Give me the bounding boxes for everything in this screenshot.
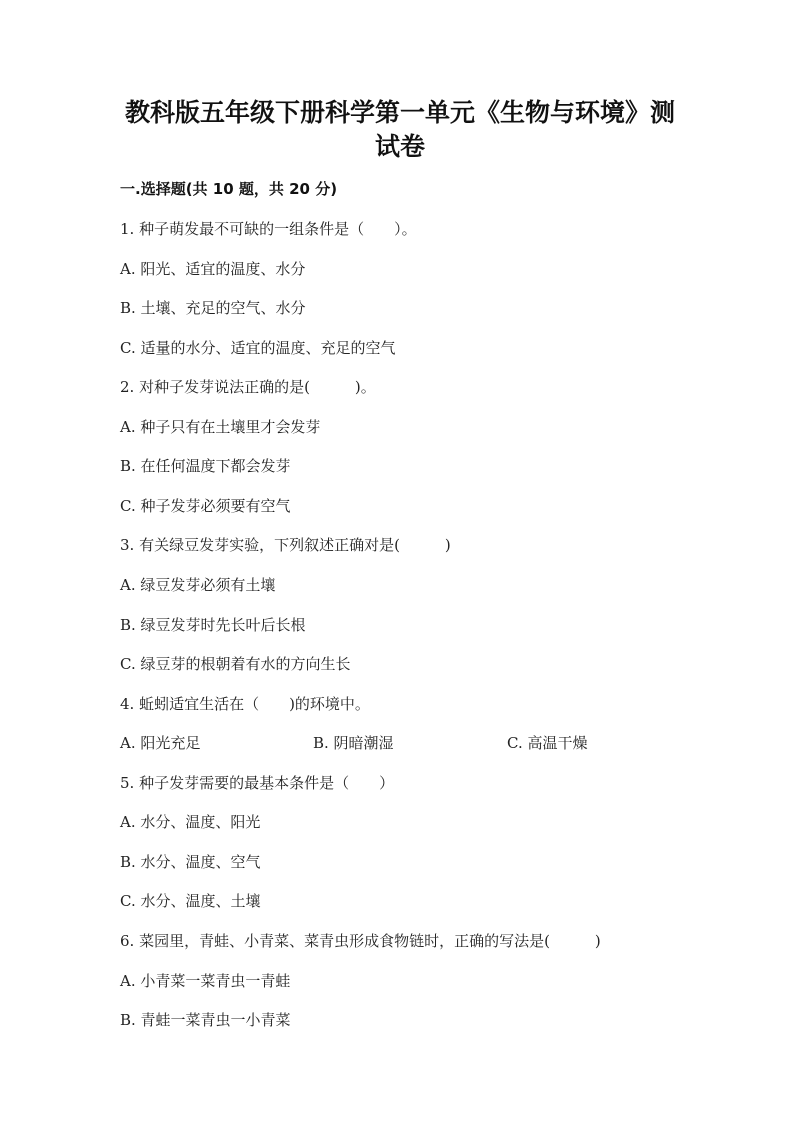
question-3-stem: 3. 有关绿豆发芽实验，下列叙述正确对是( ) (120, 536, 451, 554)
question-2-option-b: B. 在任何温度下都会发芽 (120, 457, 291, 475)
question-2-stem: 2. 对种子发芽说法正确的是( )。 (120, 378, 376, 396)
question-4-option-b: B. 阴暗潮湿 (313, 734, 394, 752)
question-1-option-c: C. 适量的水分、适宜的温度、充足的空气 (120, 339, 396, 357)
question-5-stem: 5. 种子发芽需要的最基本条件是（ ） (120, 774, 395, 792)
question-2-option-a: A. 种子只有在土壤里才会发芽 (120, 418, 321, 436)
question-6-stem: 6. 菜园里，青蛙、小青菜、菜青虫形成食物链时，正确的写法是( ) (120, 932, 601, 950)
question-1-stem: 1. 种子萌发最不可缺的一组条件是（ ）。 (120, 220, 417, 238)
question-5-option-b: B. 水分、温度、空气 (120, 853, 261, 871)
question-2-option-c: C. 种子发芽必须要有空气 (120, 497, 291, 515)
page-title-line-1: 教科版五年级下册科学第一单元《生物与环境》测 (124, 98, 675, 127)
question-4-option-c: C. 高温干燥 (507, 734, 588, 752)
question-6-option-a: A. 小青菜一菜青虫一青蛙 (120, 972, 291, 990)
question-3-option-b: B. 绿豆发芽时先长叶后长根 (120, 616, 306, 634)
question-5-option-c: C. 水分、温度、土壤 (120, 892, 261, 910)
question-1-option-b: B. 土壤、充足的空气、水分 (120, 299, 306, 317)
question-4-stem: 4. 蚯蚓适宜生活在（ )的环境中。 (120, 695, 370, 713)
section-heading: 一.选择题(共 10 题，共 20 分) (120, 180, 338, 198)
page-title-line-2: 试卷 (374, 132, 425, 161)
question-5-option-a: A. 水分、温度、阳光 (120, 813, 261, 831)
question-3-option-c: C. 绿豆芽的根朝着有水的方向生长 (120, 655, 351, 673)
question-4-option-a: A. 阳光充足 (120, 734, 201, 752)
question-1-option-a: A. 阳光、适宜的温度、水分 (120, 260, 306, 278)
question-6-option-b: B. 青蛙一菜青虫一小青菜 (120, 1011, 291, 1029)
question-3-option-a: A. 绿豆发芽必须有土壤 (120, 576, 276, 594)
